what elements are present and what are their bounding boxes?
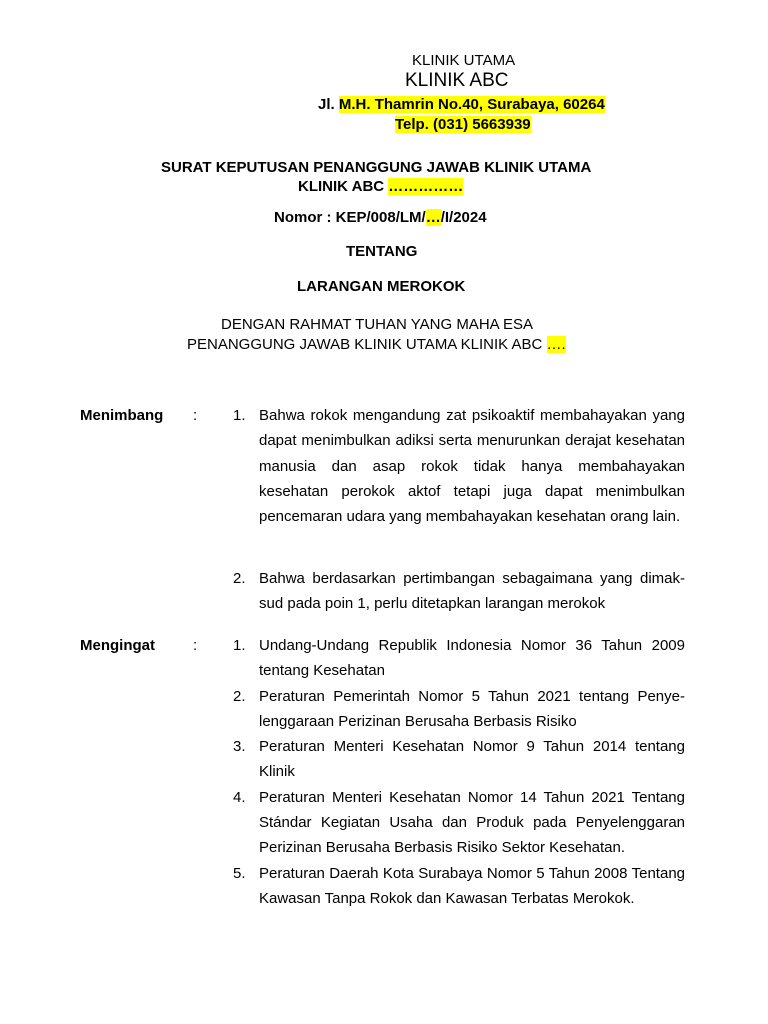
preamble-placeholder: …. [546,336,566,353]
decree-number-prefix: Nomor : KEP/008/LM/ [274,209,426,226]
list-item-number: 1. [233,407,246,424]
mengingat-label: Mengingat [80,637,155,654]
mengingat-list [233,633,685,911]
list-item-number: 2. [233,687,246,705]
list-item [233,785,685,861]
decree-title-placeholder: …………… [388,178,464,195]
menimbang-list [233,403,685,529]
list-item [233,403,685,529]
list-item-number: 5. [233,864,246,882]
mengingat-colon: : [193,637,198,654]
list-item-text: Peraturan Menteri Kesehatan Nomor 9 Tahun 2014 tentang Klinik [259,738,685,781]
list-item-text: Bahwa rokok mengandung zat psikoaktif membahayakan yang dapat menimbulkan adiksi serta menurunkan derajat kesehatan manusia dan asap rokok tidak hanya membahayakan kesehatan perokok aktof tetapi juga dapat menimbulkan pencemaran udara yang membahayakan kesehatan orang lain. [259,407,685,526]
decree-number-placeholder: … [425,209,441,226]
clinic-subtitle: KLINIK UTAMA [412,52,516,69]
phone-highlight: Telp. (031) 5663939 [395,116,531,133]
list-item-text: Bahwa berdasarkan pertimbangan sebagaimana yang dimak-sud pada poin 1, perlu ditetapkan larangan merokok [259,570,685,613]
list-item-text: Peraturan Pemerintah Nomor 5 Tahun 2021 tentang Penye-lenggaraan Perizinan Berusaha Berbasis Risiko [259,687,685,730]
list-item-number: 3. [233,738,246,756]
list-item [233,734,685,785]
preamble-line2-text: PENANGGUNG JAWAB KLINIK UTAMA KLINIK ABC [187,336,547,353]
decree-subject: LARANGAN MEROKOK [297,278,466,295]
menimbang-colon: : [193,407,198,424]
list-item-text: Undang-Undang Republik Indonesia Nomor 36 Tahun 2009 tentang Kesehatan [259,637,685,680]
decree-title-line1: SURAT KEPUTUSAN PENANGGUNG JAWAB KLINIK UTAMA [161,159,592,176]
clinic-phone [395,116,531,134]
list-item [233,566,685,617]
list-item [233,861,685,912]
decree-title-line2-text: KLINIK ABC [298,178,389,195]
list-item-number: 1. [233,637,246,654]
list-item-number: 2. [233,570,246,587]
address-prefix: Jl. [318,96,339,113]
address-highlight: M.H. Thamrin No.40, Surabaya, 60264 [338,96,605,113]
list-item [233,684,685,735]
list-item [233,633,685,684]
clinic-address [318,96,605,114]
preamble-line2 [187,336,566,354]
decree-number-suffix: /I/2024 [440,209,487,226]
decree-title-line2 [298,178,463,196]
list-item-text: Peraturan Menteri Kesehatan Nomor 14 Tahun 2021 Tentang Stándar Kegiatan Usaha dan Produk pada Penyelenggaran Perizinan Berusaha Berbasis Risiko Sektor Kesehatan. [259,788,685,857]
menimbang-label: Menimbang [80,407,164,424]
decree-number [274,209,487,227]
list-item-number: 4. [233,788,246,806]
clinic-name: KLINIK ABC [405,70,509,91]
menimbang-list-2 [233,566,685,617]
preamble-line1: DENGAN RAHMAT TUHAN YANG MAHA ESA [221,316,534,333]
about-label: TENTANG [346,243,418,260]
list-item-text: Peraturan Daerah Kota Surabaya Nomor 5 Tahun 2008 Tentang Kawasan Tanpa Rokok dan Kawasan Terbatas Merokok. [259,864,685,907]
